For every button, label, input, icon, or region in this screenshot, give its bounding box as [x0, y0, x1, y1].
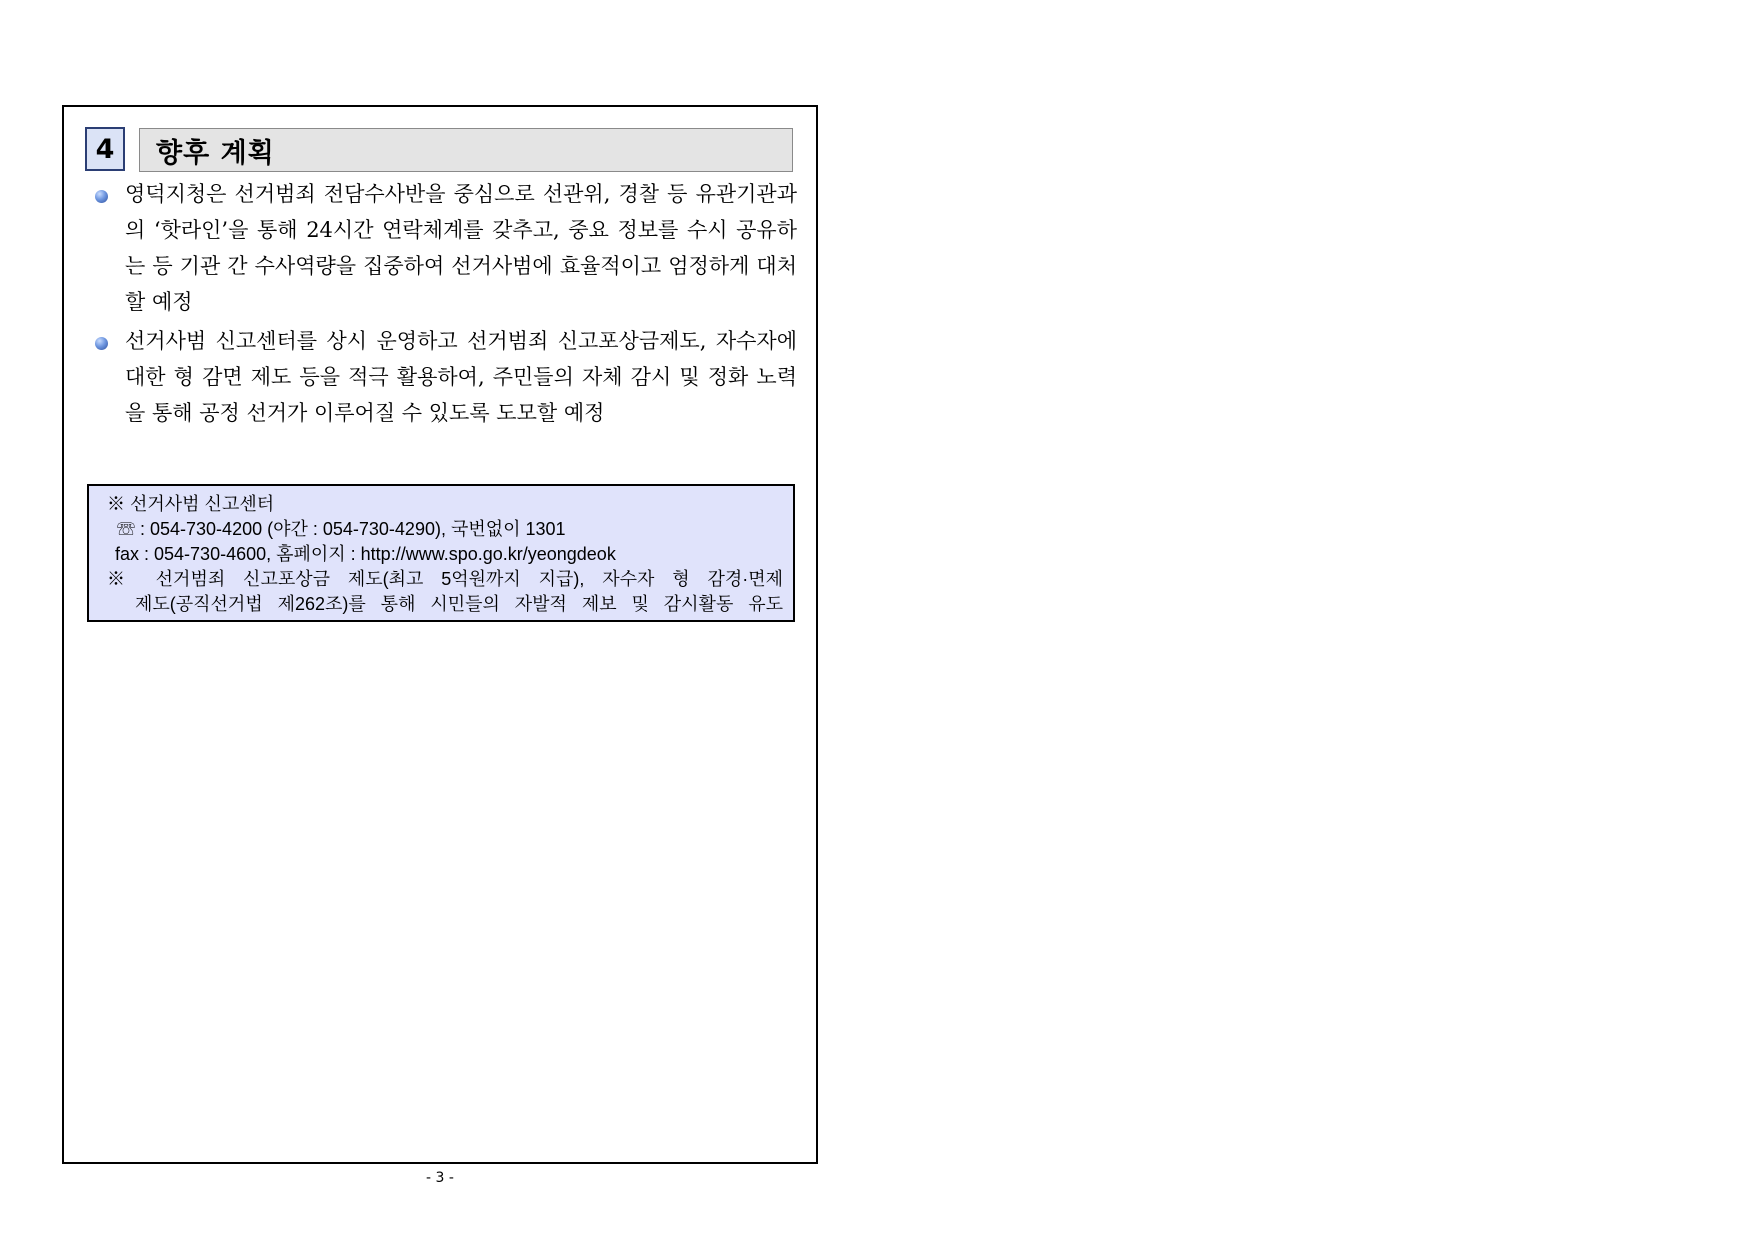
notice-reward-2: 제도(공직선거법 제262조)를 통해 시민들의 자발적 제보 및 감시활동 유도 [135, 594, 783, 614]
notice-phone: ☏ : 054-730-4200 (야간 : 054-730-4290), 국번없이 1301 [117, 519, 566, 539]
notice-fax: fax : 054-730-4600, 홈페이지 : http://www.spo.go.kr/yeongdeok [115, 544, 616, 564]
page-number: - 3 - [426, 1170, 454, 1186]
bullet-icon [95, 337, 108, 350]
bullet-paragraph-1: 영덕지청은 선거범죄 전담수사반을 중심으로 선관위, 경찰 등 유관기관과의 ‘핫라인’을 통해 24시간 연락체계를 갖추고, 중요 정보를 수시 공유하는 등 기관 간 수사역량을 집중하여 선거사범에 효율적이고 엄정하게 대처할 예정 [125, 182, 797, 314]
notice-heading: ※ 선거사범 신고센터 [107, 494, 275, 514]
report-center-notice [87, 484, 795, 622]
notice-reward-1: ※ 선거범죄 신고포상금 제도(최고 5억원까지 지급), 자수자 형 감경·면제 [107, 569, 783, 589]
bullet-paragraph-2: 선거사범 신고센터를 상시 운영하고 선거범죄 신고포상금제도, 자수자에 대한 형 감면 제도 등을 적극 활용하여, 주민들의 자체 감시 및 정화 노력을 통해 공정 선거가 이루어질 수 있도록 도모할 예정 [125, 329, 797, 425]
section-number: 4 [85, 127, 125, 171]
section-title: 향후 계획 [139, 128, 793, 172]
bullet-icon [95, 190, 108, 203]
